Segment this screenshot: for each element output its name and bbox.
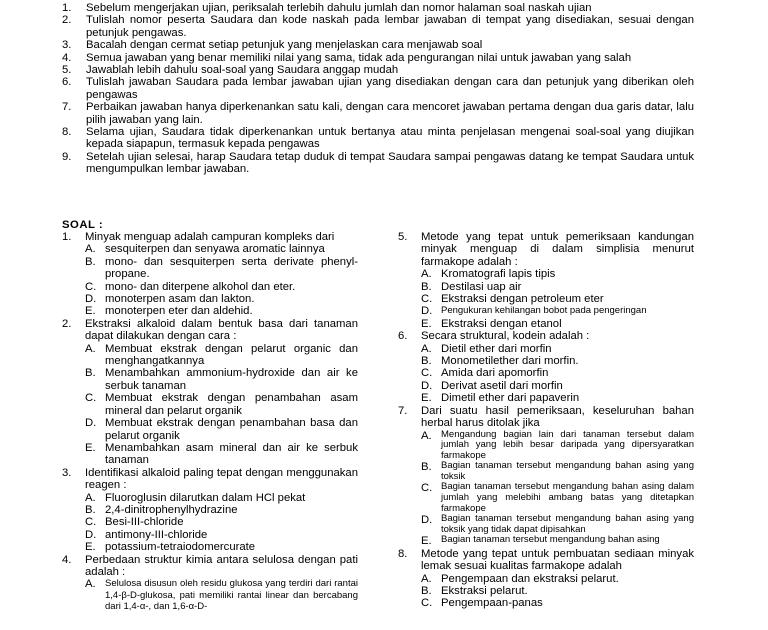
option-letter: B. [421,585,432,598]
option-letter: A. [85,578,96,591]
option-letter: B. [85,367,96,380]
question-number: 3. [62,466,72,479]
instruction-number: 5. [62,64,72,77]
option-letter: C. [421,597,433,610]
option-b [421,585,694,597]
option-a [85,578,358,612]
question-8 [398,548,694,610]
instruction-text: Tulislah jawaban Saudara pada lembar jawaban ujian yang disediakan dengan cara dan petunjuk yang diberikan oleh pengawas [86,76,694,101]
instruction-text: Bacalah dengan cermat setiap petunjuk yang menjelaskan cara menjawab soal [86,39,483,52]
option-a [421,268,694,280]
option-text: Kromatografi lapis tipis [441,268,556,281]
option-text: Ekstraksi dengan petroleum eter [441,293,604,306]
instruction-item [62,39,694,51]
instruction-text: Tulislah nomor peserta Saudara dan kode naskah pada lembar jawaban di tempat yang disediakan, sesuai dengan petunjuk pengawas. [86,14,694,39]
option-text: antimony-III-chloride [105,528,208,541]
instruction-number: 6. [62,76,72,89]
instruction-number: 4. [62,51,72,64]
question-number: 1. [62,231,72,243]
option-e [421,318,694,330]
option-letter: B. [85,503,96,516]
option-c [85,392,358,417]
option-text: Bagian tanaman tersebut mengandung bahan asing dalam jumlah yang melebihi ambang batas yang ditetapkan farmakope [441,481,694,514]
instruction-item [62,52,694,64]
question-3 [62,467,358,554]
option-text: potassium-tetraiodomercurate [105,541,256,554]
option-text: Membuat ekstrak dengan penambahan basa dan pelarut organik [105,417,358,442]
option-a [421,573,694,585]
instruction-number: 3. [62,39,72,52]
option-letter: E. [85,441,96,454]
question-text: Metode yang tepat untuk pembuatan sediaan minyak lemak sesuai kualitas farmakope adalah [421,547,694,573]
question-2 [62,318,358,467]
option-letter: E. [85,541,96,554]
question-column-left [62,231,358,613]
option-text: Bagian tanaman tersebut mengandung bahan asing yang toksik yang tidak dapat dipisahkan [441,513,694,535]
option-text: Bagian tanaman tersebut mengandung bahan asing yang toksik [441,460,694,482]
option-letter: B. [421,355,432,368]
option-b [421,355,694,367]
option-letter: D. [85,528,97,541]
option-c [85,281,358,293]
option-letter: A. [421,268,432,281]
instruction-item [62,126,694,151]
instruction-number: 1. [62,2,72,14]
question-4 [62,554,358,613]
option-letter: A. [421,429,432,442]
question-7 [398,405,694,548]
option-e [85,305,358,317]
option-text: Menambahkan asam mineral dan air ke serbuk tanaman [105,441,358,467]
instruction-text: Semua jawaban yang benar memiliki nilai yang sama, tidak ada pengurangan nilai untuk jawaban yang salah [86,51,632,64]
option-text: Membuat ekstrak dengan penambahan asam mineral dan pelarut organik [105,392,358,417]
instruction-text: Perbaikan jawaban hanya diperkenankan satu kali, dengan cara mencoret jawaban pertama dengan dua garis datar, lalu pilih jawaban yang lain. [86,101,694,126]
question-text: Dari suatu hasil pemeriksaan, keseluruhan bahan herbal harus ditolak jika [421,404,694,430]
option-letter: E. [85,305,96,318]
option-letter: B. [421,461,432,474]
question-number: 4. [62,553,72,566]
option-d [421,380,694,392]
instruction-list [62,2,694,176]
option-text: Fluoroglusin dilarutkan dalam HCl pekat [105,491,306,504]
option-letter: B. [85,255,96,268]
option-text: Dimetil ether dari papaverin [441,392,580,405]
option-letter: E. [421,392,432,405]
option-text: Besi-III-chloride [105,516,184,529]
instruction-item [62,14,694,39]
option-a [85,343,358,368]
option-letter: B. [421,280,432,293]
question-text: Secara struktural, kodein adalah : [421,330,590,343]
instruction-number: 7. [62,101,72,114]
option-c [421,482,694,514]
instruction-text: Setelah ujian selesai, harap Saudara tetap duduk di tempat Saudara sampai pengawas datang ke tempat Saudara untuk mengumpulkan lembar jawaban. [86,150,694,176]
option-d [85,293,358,305]
option-d [85,529,358,541]
option-letter: C. [421,293,433,306]
option-c [421,293,694,305]
instruction-number: 9. [62,150,72,163]
option-d [85,417,358,442]
instruction-item [62,101,694,126]
option-letter: C. [85,280,97,293]
option-text: Menambahkan ammonium-hydroxide dan air ke serbuk tanaman [105,367,358,392]
question-text: Identifikasi alkaloid paling tepat dengan menggunakan reagen : [85,466,358,492]
option-b [421,281,694,293]
option-text: Derivat asetil dari morfin [441,379,563,392]
question-1 [62,231,358,318]
option-letter: A. [85,491,96,504]
option-text: 2,4-dinitrophenylhydrazine [105,503,238,516]
option-text: Selulosa disusun oleh residu glukosa yang terdiri dari rantai 1,4-β-D-glukosa, pati memiliki rantai linear dan bercabang dari 1,4-α-, dan 1,6-α-D- [105,578,358,613]
option-letter: A. [85,342,96,355]
option-e [421,535,694,547]
question-column-right [398,231,694,610]
option-text: Ekstraksi dengan etanol [441,317,562,330]
option-a [421,430,694,462]
question-text: Metode yang tepat untuk pemeriksaan kandungan minyak menguap di dalam simplisia menurut farmakope adalah : [421,231,694,268]
option-text: Ekstraksi pelarut. [441,585,528,598]
option-a [85,243,358,255]
question-6 [398,330,694,404]
option-e [421,392,694,404]
option-letter: C. [85,392,97,405]
option-letter: C. [421,367,433,380]
question-text: Perbedaan struktur kimia antara selulosa dengan pati adalah : [85,553,358,578]
option-text: Pengempaan dan ekstraksi pelarut. [441,572,619,585]
option-letter: E. [421,317,432,330]
option-b [85,256,358,281]
instruction-number: 2. [62,14,72,27]
option-text: monoterpen asam dan lakton. [105,293,255,306]
option-b [85,367,358,392]
option-d [421,305,694,317]
option-letter: A. [421,572,432,585]
option-text: mono- dan diterpene alkohol dan eter. [105,280,296,293]
option-d [421,514,694,535]
instruction-item [62,76,694,101]
option-a [421,343,694,355]
option-letter: D. [421,379,433,392]
question-number: 2. [62,317,72,330]
question-number: 5. [398,231,408,243]
option-letter: C. [85,516,97,529]
option-b [85,504,358,516]
option-text: Pengukuran kehilangan bobot pada pengeringan [441,305,647,317]
option-letter: E. [421,535,432,548]
option-e [85,442,358,467]
instruction-item [62,151,694,176]
option-letter: D. [85,417,97,430]
instruction-text: Sebelum mengerjakan ujian, periksalah terlebih dahulu jumlah dan nomor halaman soal naskah ujian [86,2,592,14]
option-a [85,492,358,504]
instruction-item [62,2,694,14]
option-c [421,367,694,379]
question-number: 6. [398,330,408,343]
option-c [85,516,358,528]
question-text: Ekstraksi alkaloid dalam bentuk basa dari tanaman dapat dilakukan dengan cara : [85,317,358,343]
option-b [421,461,694,482]
instruction-text: Jawablah lebih dahulu soal-soal yang Saudara anggap mudah [86,64,399,77]
soal-heading: SOAL : [62,219,104,231]
instruction-text: Selama ujian, Saudara tidak diperkenankan untuk bertanya atau minta penjelasan mengenai soal-soal yang diujikan kepada siapapun, termasuk kepada pengawas [86,126,694,151]
option-text: mono- dan sesquiterpen serta derivate phenyl-propane. [105,255,358,281]
option-e [85,541,358,553]
option-letter: C. [421,482,433,495]
option-text: Amida dari apomorfin [441,367,549,380]
question-number: 8. [398,547,408,560]
instruction-number: 8. [62,126,72,139]
option-text: Monometilether dari morfin. [441,355,579,368]
question-number: 7. [398,404,408,417]
option-letter: D. [85,293,97,306]
option-text: Pengempaan-panas [441,597,543,610]
option-text: Destilasi uap air [441,280,522,293]
option-letter: D. [421,514,433,527]
option-c [421,597,694,609]
question-text: Minyak menguap adalah campuran kompleks dari [85,231,335,243]
option-text: Membuat ekstrak dengan pelarut organic dan menghangatkannya [105,342,358,368]
question-5 [398,231,694,330]
option-text: Mengandung bagian lain dari tanaman tersebut dalam jumlah yang lebih besar daripada yang dipersyaratkan farmakope [441,428,694,461]
option-text: Bagian tanaman tersebut mengandung bahan asing [441,534,660,546]
option-text: Dietil ether dari morfin [441,342,552,355]
option-text: monoterpen eter dan aldehid. [105,305,253,318]
option-letter: A. [85,243,96,256]
instruction-item [62,64,694,76]
option-letter: D. [421,305,433,318]
option-text: sesquiterpen dan senyawa aromatic lainnya [105,243,325,256]
option-letter: A. [421,342,432,355]
